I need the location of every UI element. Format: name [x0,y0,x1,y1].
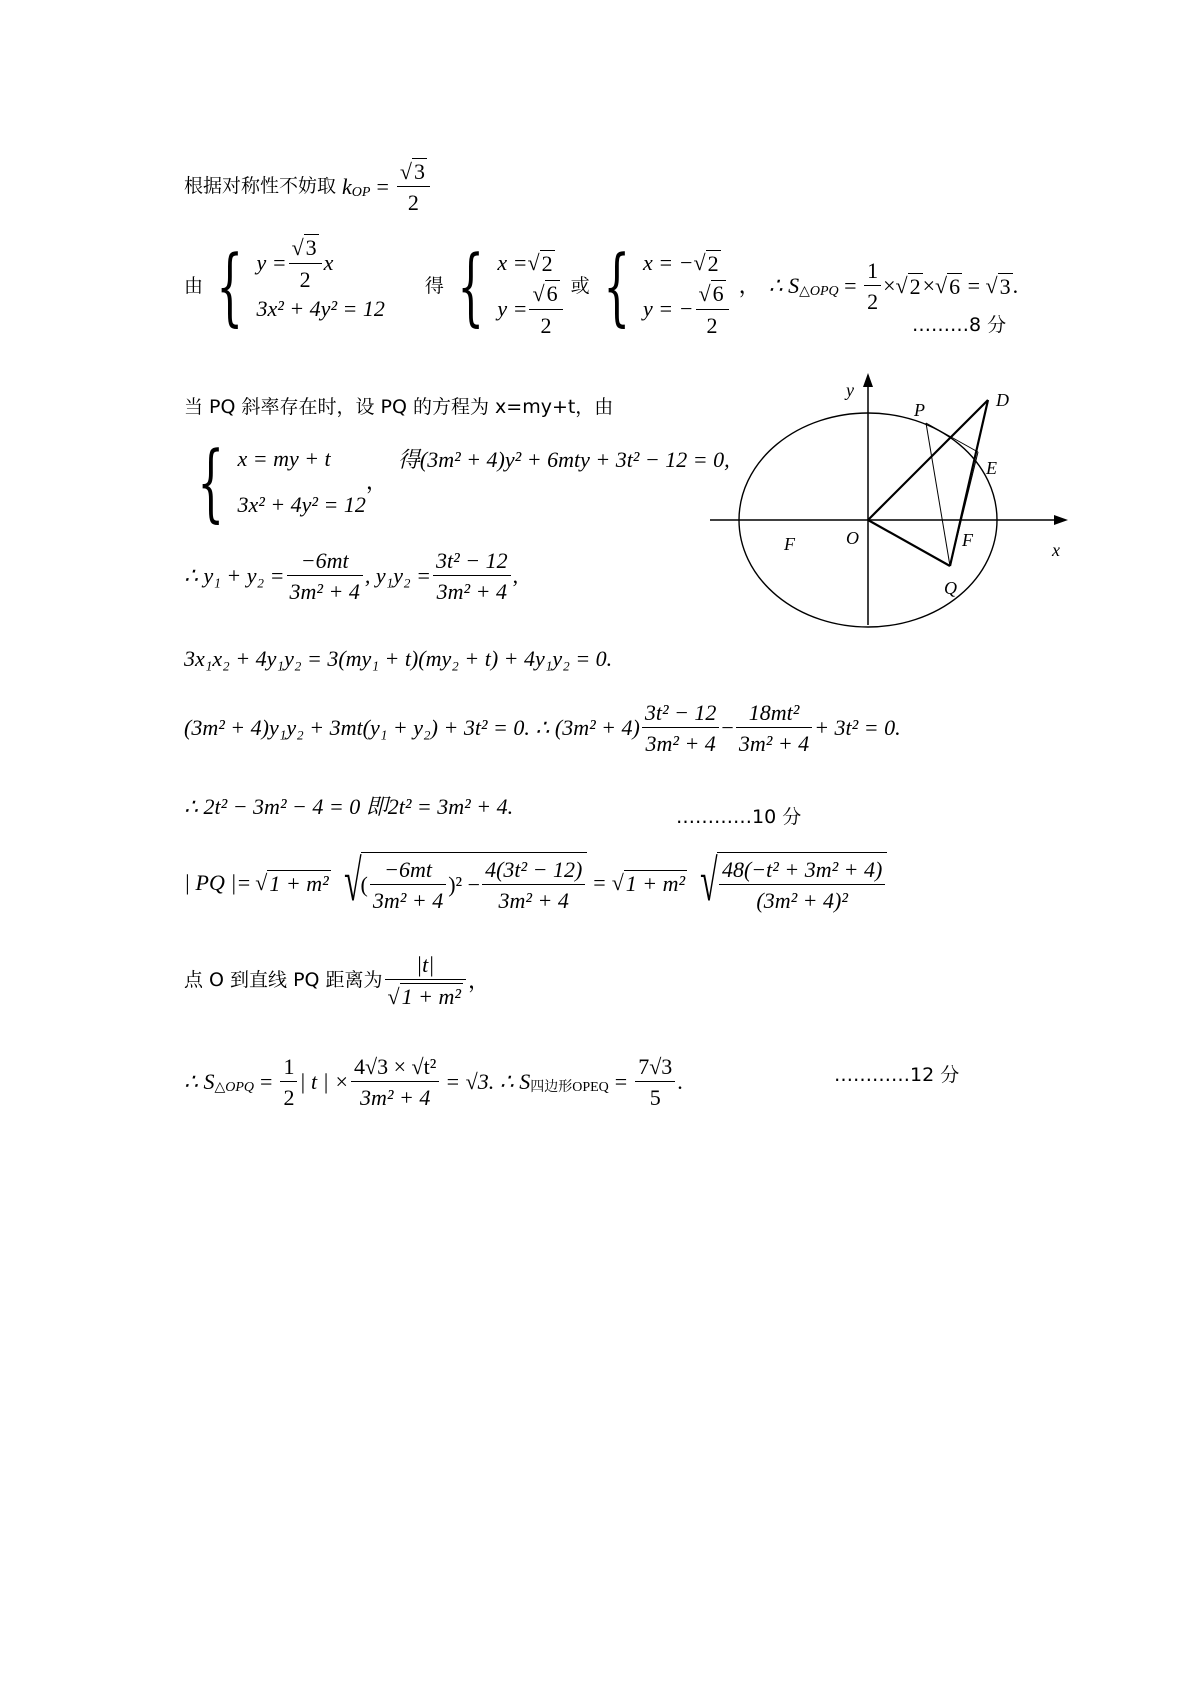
line-pq-slope: 当 PQ 斜率存在时，设 PQ 的方程为 x=my+t，由 [184,396,614,418]
label-q: Q [944,578,957,598]
solution-b: x = − √ 2 y = − √ $\frac{6}{2}$ [643,240,731,332]
you-text: 由 [184,274,204,297]
area-symbol: ∴ S [768,273,800,298]
label-d: D [996,390,1009,410]
line-pq-length: | PQ |= √ 1 + m² √ ( $\frac{-6mt}{\text{3m² + 4}}$ )² − $\frac{\text{4(3t² − 12)}}{\text{3m² + 4}}$ = √ 1 + m² √ $\frac{\text{48(−t² + 3m² + 4)}}{\text{(3m² + 4)²}}$ [184,852,887,914]
score-12: …………12 分 [834,1064,960,1086]
slope-fraction: √ $\frac{3}{2}$ [397,158,430,216]
symmetry-text: 根据对称性不妨取 [184,175,337,198]
ellipse-figure [700,370,1080,640]
segment-pe [926,423,978,452]
line-substitution: (3m² + 4)y₁y₂ + 3mt(y₁ + y₂) + 3t² = 0. ∴ (3m² + 4) $\frac{\text{3t² − 12}}{\text{3m² + 4}}$ − $\frac{\text{18mt²}}{\text{3m² + 4}}$ + 3t² = 0. [184,700,901,757]
x-axis-arrow [1054,515,1068,525]
label-f-left: F [784,534,795,554]
solution-a: x = √ 2 y = √ $\frac{6}{2}$ [497,240,564,332]
label-y: y [846,380,854,400]
huo-text: 或 [570,274,590,297]
equals: = [376,173,389,199]
segment-pq [926,423,950,566]
line-relation: ∴ 2t² − 3m² − 4 = 0 即2t² = 3m² + 4. [184,794,514,819]
k-subscript: OP [351,184,371,200]
segment-oq [868,520,950,566]
score-8: ………8 分 [912,314,1007,336]
label-o: O [846,528,859,548]
score-10: …………10 分 [676,806,802,828]
label-p: P [914,400,925,420]
line-final-area: ∴ S △OPQ = $\frac{1}{2}$ | t | × $\frac{\text{4√3 × √t²}}{\text{3m² + 4}}$ = √3. ∴ S 四边形OPEQ = $\frac{7√3}{5}$ . [184,1054,683,1111]
quadratic-result: 得(3m² + 4)y² + 6mty + 3t² − 12 = 0, [397,447,730,472]
system-equations-1: y = √ $\frac{3}{2}$ x 3x² + 4y² = 12 [256,240,384,332]
system-equations-2: x = my + t 3x² + 4y² = 12 [237,446,366,517]
label-e: E [986,458,997,478]
label-f-right: F [962,530,973,550]
line-system-solution: 由 { y = √ $\frac{3}{2}$ x 3x² + 4y² = 12 得 { x = √ 2 y = √ $\frac{6}{2}$ 或 { x = − √ 2 y = − √ $\frac{6}{2}$ ， ∴ S △OPQ = $\frac{1}{2}$ × √ 2 × √ 6 = √ 3 . [184,240,1018,332]
line-vieta: ∴ y₁ + y₂ = $\frac{-6mt}{\text{3m² + 4}}$ , y₁y₂ = $\frac{\text{3t² − 12}}{\text{3m² + 4}}$ , [184,548,519,605]
y-axis-arrow [863,373,873,387]
segment-od [868,400,988,520]
line-k-op [184,158,432,216]
de-text: 得 [424,274,444,297]
label-x: x [1052,540,1060,560]
line-distance: 点 O 到直线 PQ 距离为 |t| √ 1 + m² ， [184,952,490,1010]
line-system-2: { x = my + t 3x² + 4y² = 12 ， 得(3m² + 4)y² + 6mty + 3t² − 12 = 0, [197,433,730,531]
k-symbol: k [342,173,352,199]
line-orthogonal: 3x₁x₂ + 4y₁y₂ = 3(my₁ + t)(my₂ + t) + 4y₁y₂ = 0. [184,646,613,671]
